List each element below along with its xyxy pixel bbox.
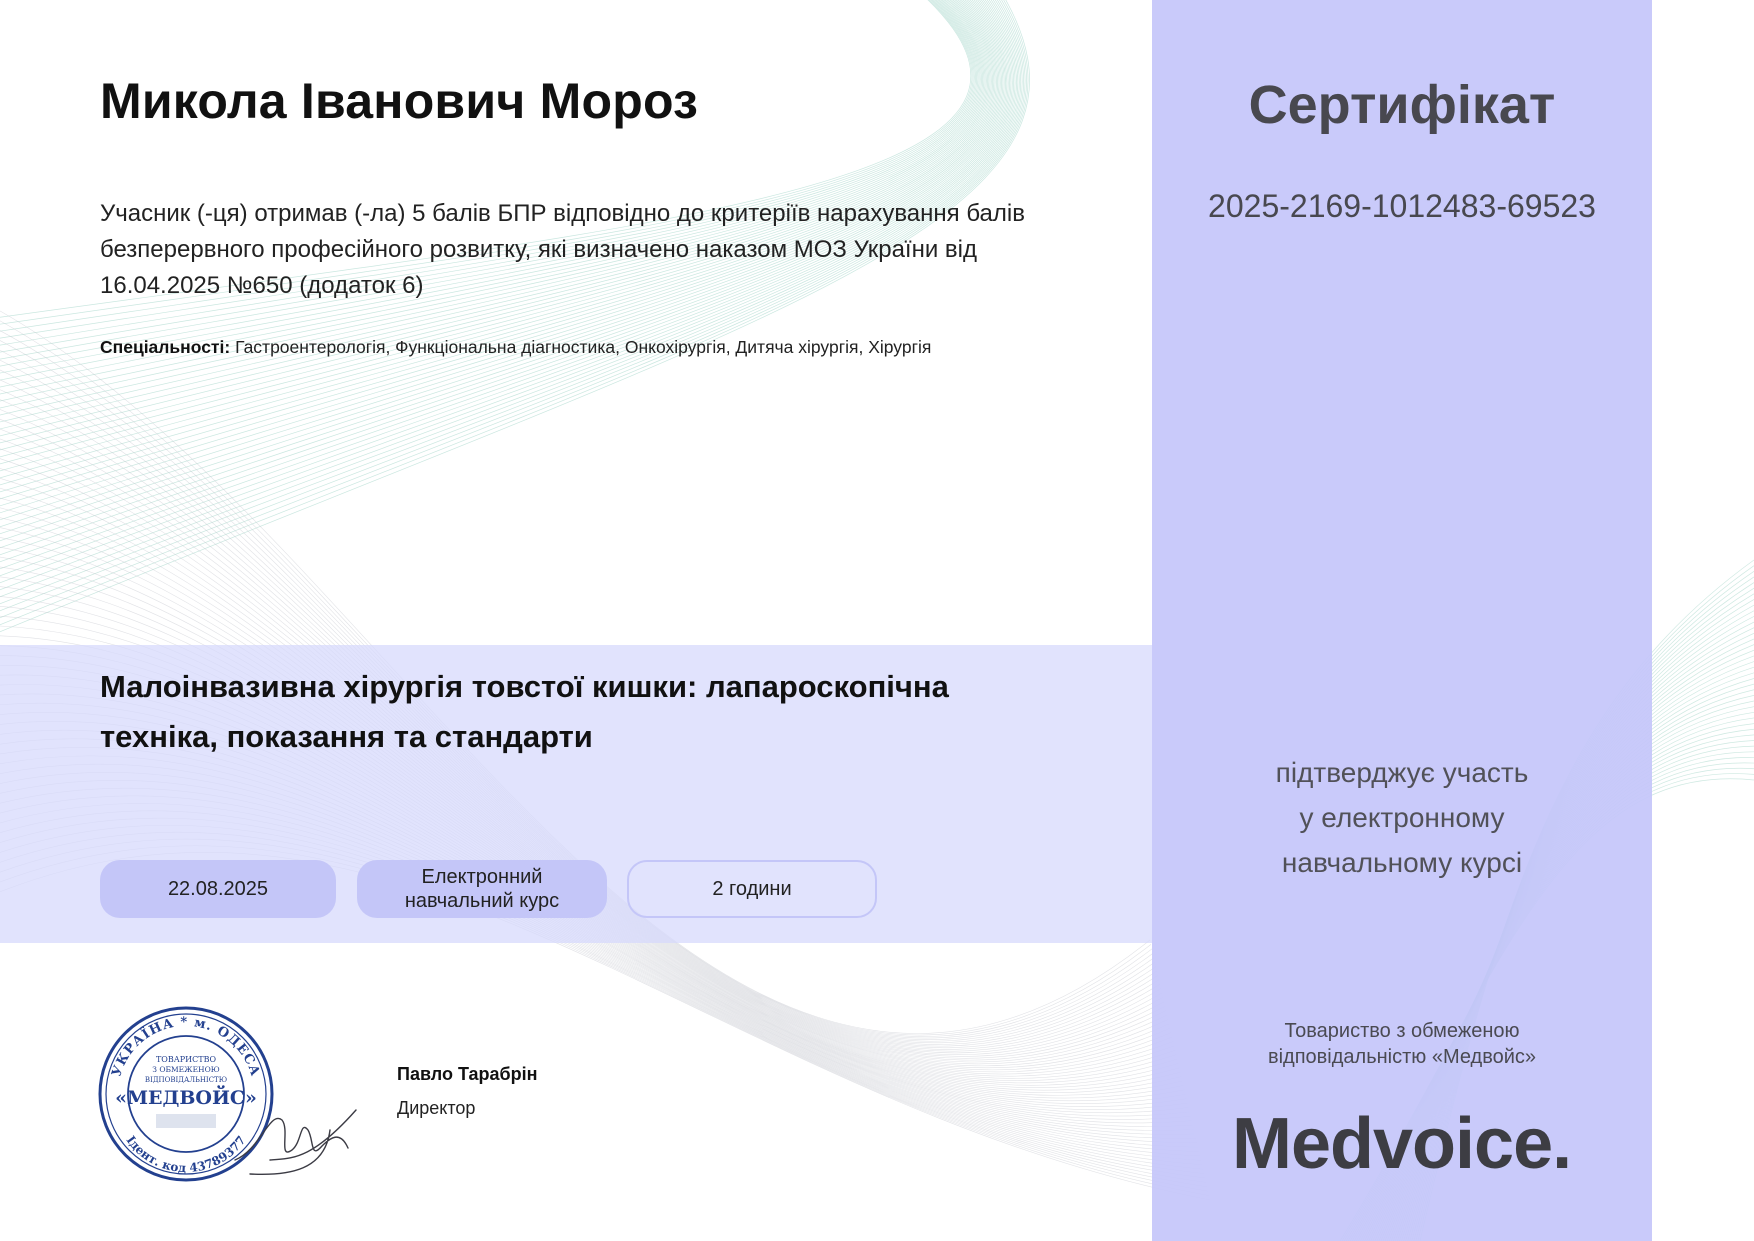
- cpd-points-description: Учасник (-ця) отримав (-ла) 5 балів БПР відповідно до критеріїв нарахування балів безперервного професійного розвитку, які визначено наказом МОЗ України від 16.04.2025 №650 (додаток 6): [100, 200, 1025, 299]
- course-type-line1: Електронний: [421, 866, 543, 888]
- medvoice-logo: Medvoice.: [1232, 1104, 1572, 1184]
- course-duration-badge: [627, 860, 877, 918]
- stamp-seal-smudge: [156, 1114, 216, 1128]
- course-date-badge: [100, 860, 336, 918]
- confirmation-text: [1152, 750, 1652, 885]
- stamp-arc-top: УКРАЇНА * м. ОДЕСА: [109, 1014, 263, 1079]
- specialties-label: Спеціальності:: [100, 337, 231, 357]
- course-type-badge: [357, 860, 607, 918]
- organization-line2: відповідальністю «Медвойс»: [1267, 1046, 1537, 1068]
- specialties-value: Гастроентерологія, Функціональна діагностика, Онкохірургія, Дитяча хірургія, Хірургія: [235, 337, 932, 357]
- certificate-number: 2025-2169-1012483-69523: [1208, 188, 1596, 224]
- confirmation-line2: у електронному: [1299, 802, 1505, 833]
- participant-name: Микола Іванович Мороз: [100, 73, 699, 129]
- stamp-inner-line1: ТОВАРИСТВО: [155, 1055, 217, 1064]
- course-date: 22.08.2025: [167, 878, 269, 900]
- signer-role: Директор: [397, 1098, 476, 1118]
- stamp-inner-line2: З ОБМЕЖЕНОЮ: [152, 1065, 220, 1074]
- stamp-company-name: «МЕДВОЙС»: [115, 1087, 257, 1109]
- organization-name: [1152, 1018, 1652, 1070]
- confirmation-line3: навчальному курсі: [1281, 847, 1523, 878]
- course-type-line2: навчальний курс: [404, 890, 560, 912]
- stamp-inner-line3: ВІДПОВІДАЛЬНІСТЮ: [144, 1076, 228, 1084]
- stamp-arc-bottom: Ідент. код 43789377: [123, 1133, 249, 1176]
- signature-stroke: [235, 1110, 356, 1174]
- course-duration: 2 години: [712, 878, 792, 900]
- signer-name: Павло Тарабрін: [397, 1064, 538, 1084]
- course-title: Малоінвазивна хірургія товстої кишки: лапароскопічна техніка, показання та стандарти: [100, 669, 949, 754]
- certificate-title: Сертифікат: [1248, 75, 1556, 135]
- organization-line1: Товариство з обмеженою: [1284, 1020, 1520, 1042]
- confirmation-line1: підтверджує участь: [1275, 757, 1529, 788]
- specialties-line: [100, 337, 1110, 358]
- director-signature: [230, 1090, 360, 1180]
